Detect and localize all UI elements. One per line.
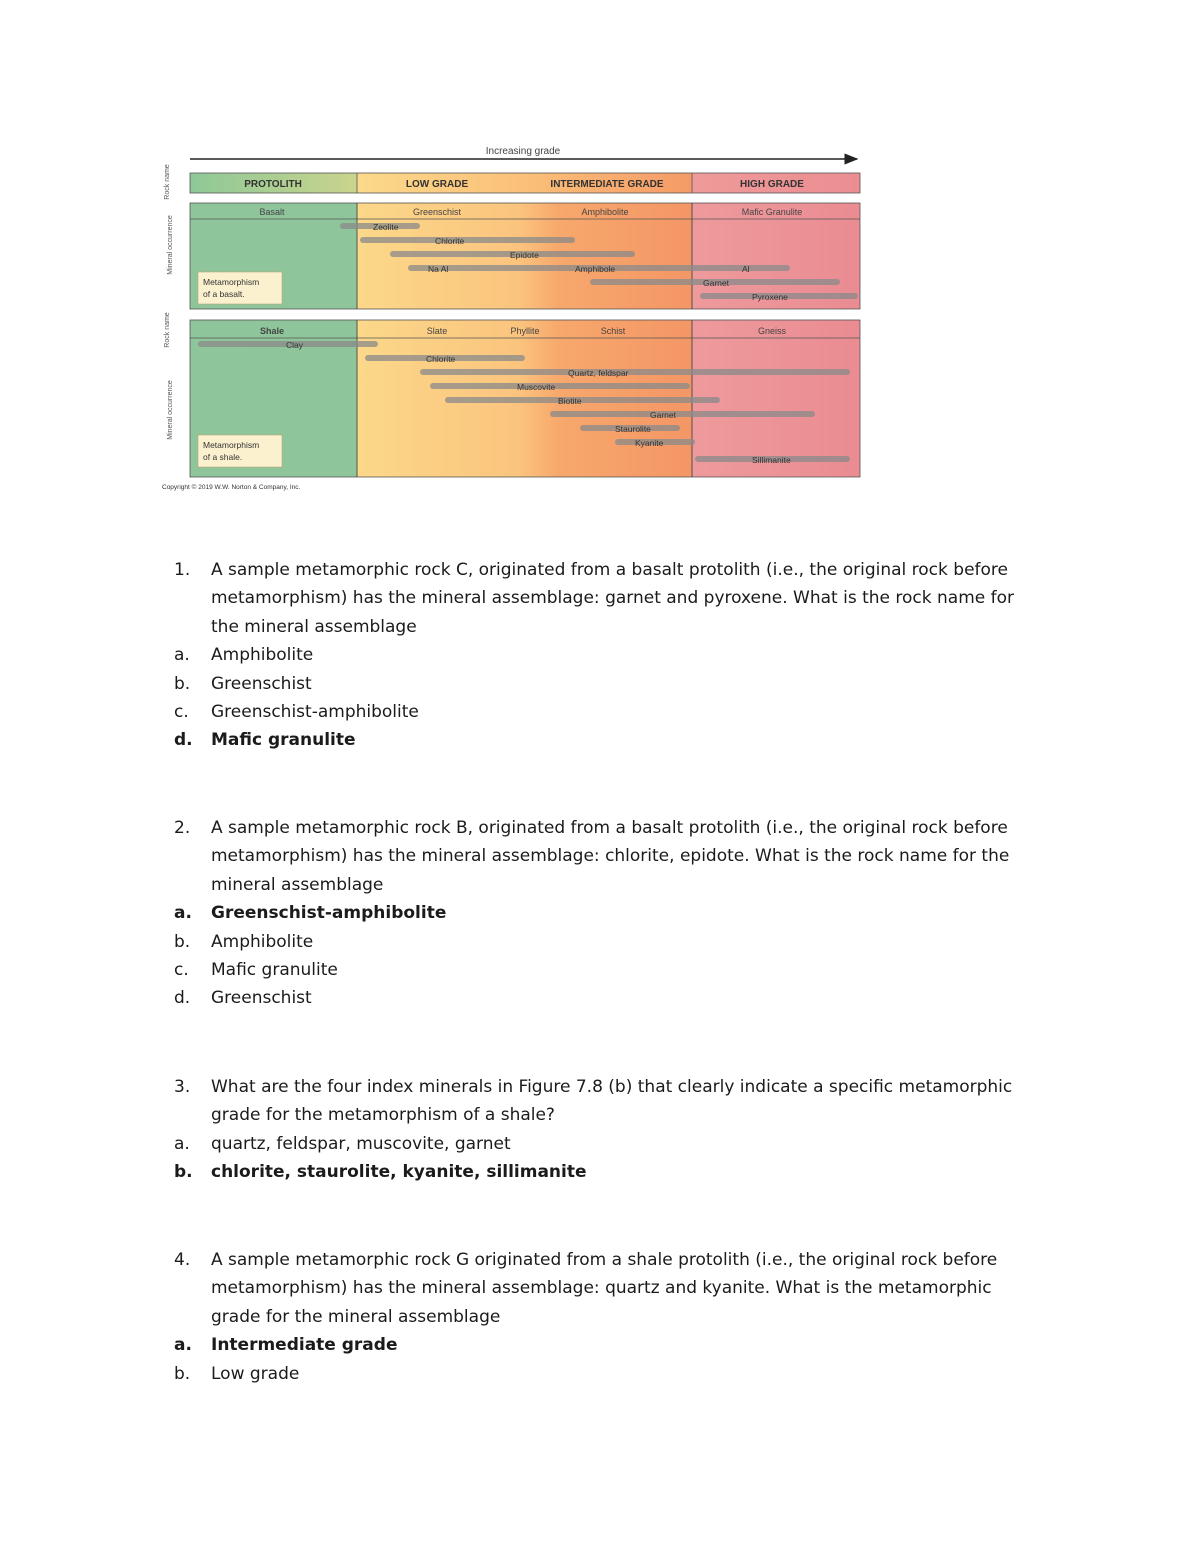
side-label-rock-name-bottom: Rock name — [164, 312, 171, 348]
option-text: Greenschist — [211, 988, 312, 1009]
bar-muscovite — [430, 383, 690, 389]
question-number: 2. — [174, 818, 191, 838]
option-letter: d. — [174, 988, 191, 1009]
bar-quartz-feldspar-high — [700, 369, 850, 375]
option-c — [174, 698, 1044, 726]
question-1 — [174, 556, 1044, 755]
option-letter: b. — [174, 673, 191, 694]
option-b — [174, 670, 1044, 698]
mineral-clay: Clay — [286, 340, 304, 350]
shale-rock-phyllite: Phyllite — [510, 326, 540, 336]
mineral-garnet-shale: Garnet — [650, 410, 676, 420]
option-text: Greenschist-amphibolite — [211, 903, 447, 924]
figure-copyright: Copyright © 2019 W.W. Norton & Company, Inc. — [162, 484, 301, 491]
option-letter: d. — [174, 730, 193, 751]
option-text: quartz, feldspar, muscovite, garnet — [211, 1133, 511, 1154]
question-4 — [174, 1246, 1044, 1388]
option-d-answer — [174, 726, 1044, 754]
grade-high: HIGH GRADE — [740, 179, 804, 190]
mineral-al: Al — [742, 264, 750, 274]
grade-intermediate: INTERMEDIATE GRADE — [550, 179, 664, 190]
question-text: What are the four index minerals in Figure 7.8 (b) that clearly indicate a specific metamorphic grade for the metamorphism of a shale? — [211, 1077, 1013, 1126]
question-number: 1. — [174, 560, 191, 580]
option-letter: c. — [174, 702, 189, 723]
mineral-muscovite: Muscovite — [517, 382, 556, 392]
metamorphic-grade-figure — [160, 140, 865, 500]
bar-chlorite-basalt — [360, 237, 575, 243]
mineral-garnet-basalt: Garnet — [703, 278, 729, 288]
bar-al — [720, 265, 790, 271]
bar-biotite — [445, 397, 720, 403]
option-text: Greenschist — [211, 673, 312, 694]
option-letter: b. — [174, 1363, 191, 1384]
option-text: Mafic granulite — [211, 960, 338, 981]
question-2 — [174, 814, 1044, 1013]
shale-note-line-1: Metamorphism — [203, 440, 260, 450]
mineral-biotite: Biotite — [558, 396, 582, 406]
bar-garnet-shale — [550, 411, 815, 417]
shale-rock-schist: Schist — [600, 326, 626, 336]
grade-low: LOW GRADE — [405, 179, 469, 190]
basalt-note-line-1: Metamorphism — [203, 277, 260, 287]
basalt-note-line-2: of a basalt. — [203, 289, 245, 299]
option-letter: a. — [174, 903, 192, 924]
option-letter: b. — [174, 931, 191, 952]
question-number: 4. — [174, 1250, 191, 1270]
question-text: A sample metamorphic rock C, originated from a basalt protolith (i.e., the original rock before metamorphism) has the mineral assemblage: garnet and pyroxene. What is the rock name for the mineral assemblage — [211, 560, 1014, 637]
option-letter: c. — [174, 960, 189, 981]
option-a-answer — [174, 1331, 1044, 1359]
mineral-staurolite: Staurolite — [615, 424, 651, 434]
option-a-answer — [174, 899, 1044, 927]
option-text: Intermediate grade — [211, 1335, 398, 1356]
option-b — [174, 928, 1044, 956]
mineral-pyroxene: Pyroxene — [752, 292, 788, 302]
basalt-rock-basalt: Basalt — [259, 207, 285, 217]
option-text: Amphibolite — [211, 931, 314, 952]
option-text: Greenschist-amphibolite — [211, 702, 419, 723]
option-text: Low grade — [211, 1363, 300, 1384]
mineral-epidote: Epidote — [510, 250, 539, 260]
mineral-chlorite-basalt: Chlorite — [435, 236, 465, 246]
shale-rock-gneiss: Gneiss — [757, 326, 787, 336]
option-c — [174, 956, 1044, 984]
mineral-amphibole: Amphibole — [575, 264, 616, 274]
basalt-rock-greenschist: Greenschist — [412, 207, 462, 217]
option-text: Mafic granulite — [211, 730, 356, 751]
question-number: 3. — [174, 1077, 191, 1097]
option-letter: b. — [174, 1162, 193, 1183]
mineral-sillimanite: Sillimanite — [752, 455, 791, 465]
shale-rock-shale: Shale — [259, 326, 285, 336]
mineral-chlorite-shale: Chlorite — [426, 354, 456, 364]
option-a — [174, 1130, 1044, 1158]
question-text: A sample metamorphic rock B, originated from a basalt protolith (i.e., the original rock before metamorphism) has the mineral assemblage: chlorite, epidote. What is the rock name for the mineral assemblage — [211, 818, 1010, 895]
option-d — [174, 984, 1044, 1012]
mineral-kyanite: Kyanite — [635, 438, 664, 448]
option-letter: a. — [174, 1335, 192, 1356]
mineral-na-al: Na Al — [428, 264, 449, 274]
side-label-mineral-occurrence-top: Mineral occurrence — [167, 215, 174, 275]
option-text: chlorite, staurolite, kyanite, sillimanite — [211, 1162, 587, 1183]
shale-rock-slate: Slate — [426, 326, 448, 336]
option-b — [174, 1360, 1044, 1388]
option-letter: a. — [174, 1133, 190, 1154]
increasing-grade-label: Increasing grade — [485, 146, 561, 157]
basalt-rock-amphibolite: Amphibolite — [581, 207, 629, 217]
option-b-answer — [174, 1158, 1044, 1186]
question-3 — [174, 1073, 1044, 1187]
mineral-zeolite: Zeolite — [373, 222, 399, 232]
option-a — [174, 641, 1044, 669]
mineral-quartz-feldspar: Quartz, feldspar — [568, 368, 629, 378]
side-label-rock-name-top: Rock name — [164, 164, 171, 200]
option-letter: a. — [174, 645, 190, 666]
shale-note-line-2: of a shale. — [203, 452, 243, 462]
side-label-mineral-occurrence-bottom: Mineral occurrence — [167, 380, 174, 440]
grade-protolith: PROTOLITH — [244, 179, 302, 190]
basalt-rock-mafic-granulite: Mafic Granulite — [741, 207, 803, 217]
question-text: A sample metamorphic rock G originated from a shale protolith (i.e., the original rock before metamorphism) has the mineral assemblage: quartz and kyanite. What is the metamorphic grade for the mineral assemblage — [211, 1250, 998, 1327]
option-text: Amphibolite — [211, 645, 314, 666]
